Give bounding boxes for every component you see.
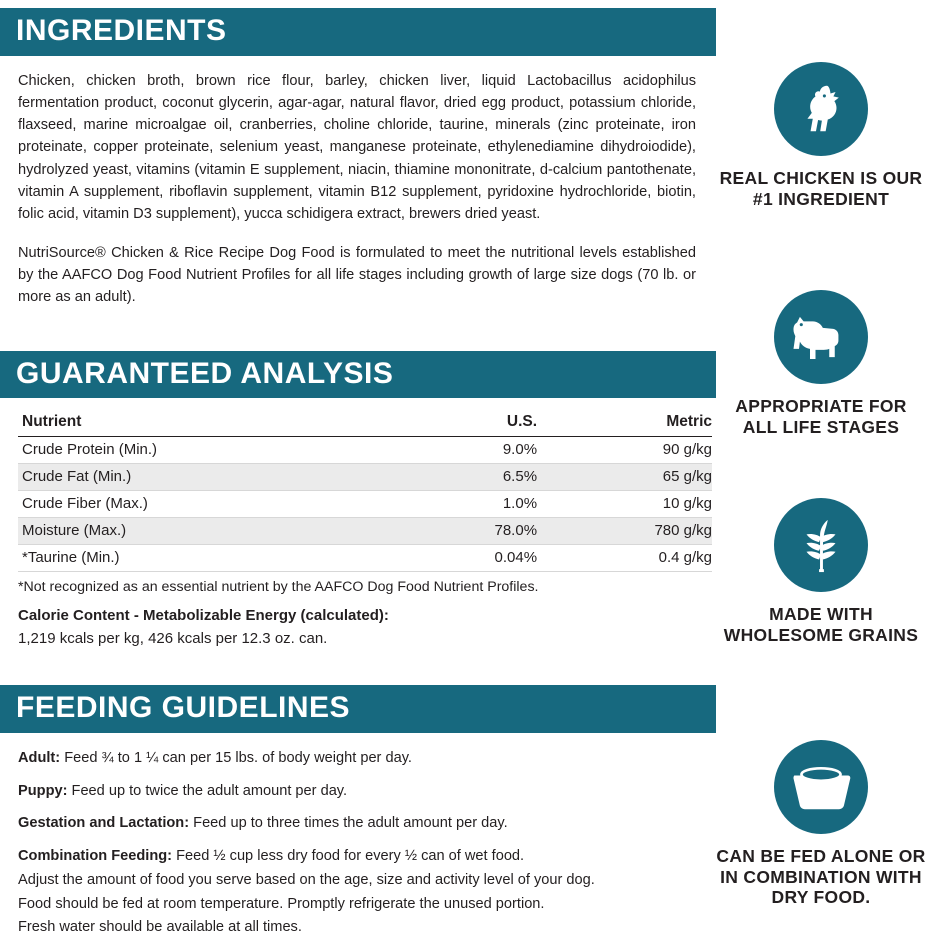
table-row [18,545,712,572]
ingredients-section-header: INGREDIENTS [0,8,716,56]
badge-caption: REAL CHICKEN IS OUR #1 INGREDIENT [719,168,923,209]
table-row [18,437,712,464]
column-header-nutrient: Nutrient [18,410,388,437]
badge-caption: CAN BE FED ALONE OR IN COMBINATION WITH DRY FOOD. [716,846,926,908]
feeding-label-gestation: Gestation and Lactation: [18,815,190,832]
dog-icon [788,306,854,368]
cell-nutrient: Crude Fat (Min.) [18,464,388,491]
cell-us: 1.0% [388,491,560,518]
ingredients-text: Chicken, chicken broth, brown rice flour, barley, chicken liver, liquid Lactobacillus acidophilus fermentation product, coconut glycerin, agar-agar, natural flavor, dried egg product, potassium chloride, flaxseed, marine microalgae oil, cranberries, choline chloride, taurine, minerals (zinc proteinate, iron proteinate, copper proteinate, selenium yeast, manganese proteinate, ethylenediamine dihydroiodide), hydrolyzed yeast, vitamins (vitamin E supplement, niacin, thiamine mononitrate, d-calcium pantothenate, vitamin A supplement, riboflavin supplement, vitamin B12 supplement, pyridoxine hydrochloride, biotin, folic acid, vitamin D3 supplement), yucca schidigera extract, brewers dried yeast. [18,72,696,223]
table-row [18,518,712,545]
badge-all-life-stages [716,290,926,437]
feeding-text-puppy: Feed up to twice the adult amount per day. [67,782,348,799]
cell-us: 78.0% [388,518,560,545]
table-header-row [18,410,712,437]
guaranteed-analysis-table [18,410,712,572]
cell-nutrient: *Taurine (Min.) [18,545,388,572]
calorie-content-title: Calorie Content - Metabolizable Energy (calculated): [18,607,389,625]
cell-metric: 65 g/kg [559,464,712,491]
badge-combination-feeding [716,740,926,908]
guaranteed-analysis-section-header: GUARANTEED ANALYSIS [0,351,716,399]
badge-real-chicken [716,62,926,209]
badge-circle [774,498,868,592]
feeding-text-adult: Feed ¾ to 1 ¼ can per 15 lbs. of body weight per day. [60,749,412,766]
cell-metric: 780 g/kg [559,518,712,545]
cell-nutrient: Crude Protein (Min.) [18,437,388,464]
cell-nutrient: Moisture (Max.) [18,518,388,545]
feeding-note-adjust: Adjust the amount of food you serve based on the age, size and activity level of your dog. [18,871,595,888]
feeding-label-adult: Adult: [18,749,61,766]
feeding-line-gestation [18,812,708,836]
badge-caption: APPROPRIATE FOR ALL LIFE STAGES [735,396,907,437]
benefit-badges-column [716,0,926,913]
taurine-footnote: *Not recognized as an essential nutrient by the AAFCO Dog Food Nutrient Profiles. [18,579,539,596]
cell-metric: 0.4 g/kg [559,545,712,572]
badge-wholesome-grains [716,498,926,645]
chicken-icon [790,78,852,140]
feeding-line-puppy [18,780,708,804]
badge-circle [774,740,868,834]
bowl-icon [789,763,853,811]
column-header-metric: Metric [559,410,712,437]
cell-us: 0.04% [388,545,560,572]
feeding-line-adult [18,747,708,771]
calorie-content-value: 1,219 kcals per kg, 426 kcals per 12.3 oz. can. [18,630,328,648]
feeding-text-gestation: Feed up to three times the adult amount per day. [189,815,508,832]
cell-metric: 90 g/kg [559,437,712,464]
feeding-note-temperature: Food should be fed at room temperature. Promptly refrigerate the unused portion. [18,895,545,912]
table-row [18,491,712,518]
badge-circle [774,290,868,384]
cell-us: 6.5% [388,464,560,491]
badge-caption: MADE WITH WHOLESOME GRAINS [723,604,919,645]
feeding-note-water: Fresh water should be available at all times. [18,919,302,936]
grain-icon [792,514,850,576]
badge-circle [774,62,868,156]
table-row [18,464,712,491]
feeding-guidelines-text [18,747,708,940]
column-header-us: U.S. [388,410,560,437]
cell-us: 9.0% [388,437,560,464]
feeding-guidelines-section [0,685,716,940]
feeding-line-combination [18,845,708,869]
cell-nutrient: Crude Fiber (Max.) [18,491,388,518]
guaranteed-analysis-section [0,351,716,648]
feeding-guidelines-section-header: FEEDING GUIDELINES [0,685,716,733]
feeding-label-puppy: Puppy: [18,782,68,799]
feeding-label-combination: Combination Feeding: [18,848,173,865]
cell-metric: 10 g/kg [559,491,712,518]
aafco-statement: NutriSource® Chicken & Rice Recipe Dog Food is formulated to meet the nutritional levels established by the AAFCO Dog Food Nutrient Profiles for all life stages including growth of large size dogs (70 lb. or more as an adult). [18,244,696,306]
feeding-text-combination: Feed ½ cup less dry food for every ½ can of wet food. [172,848,525,865]
